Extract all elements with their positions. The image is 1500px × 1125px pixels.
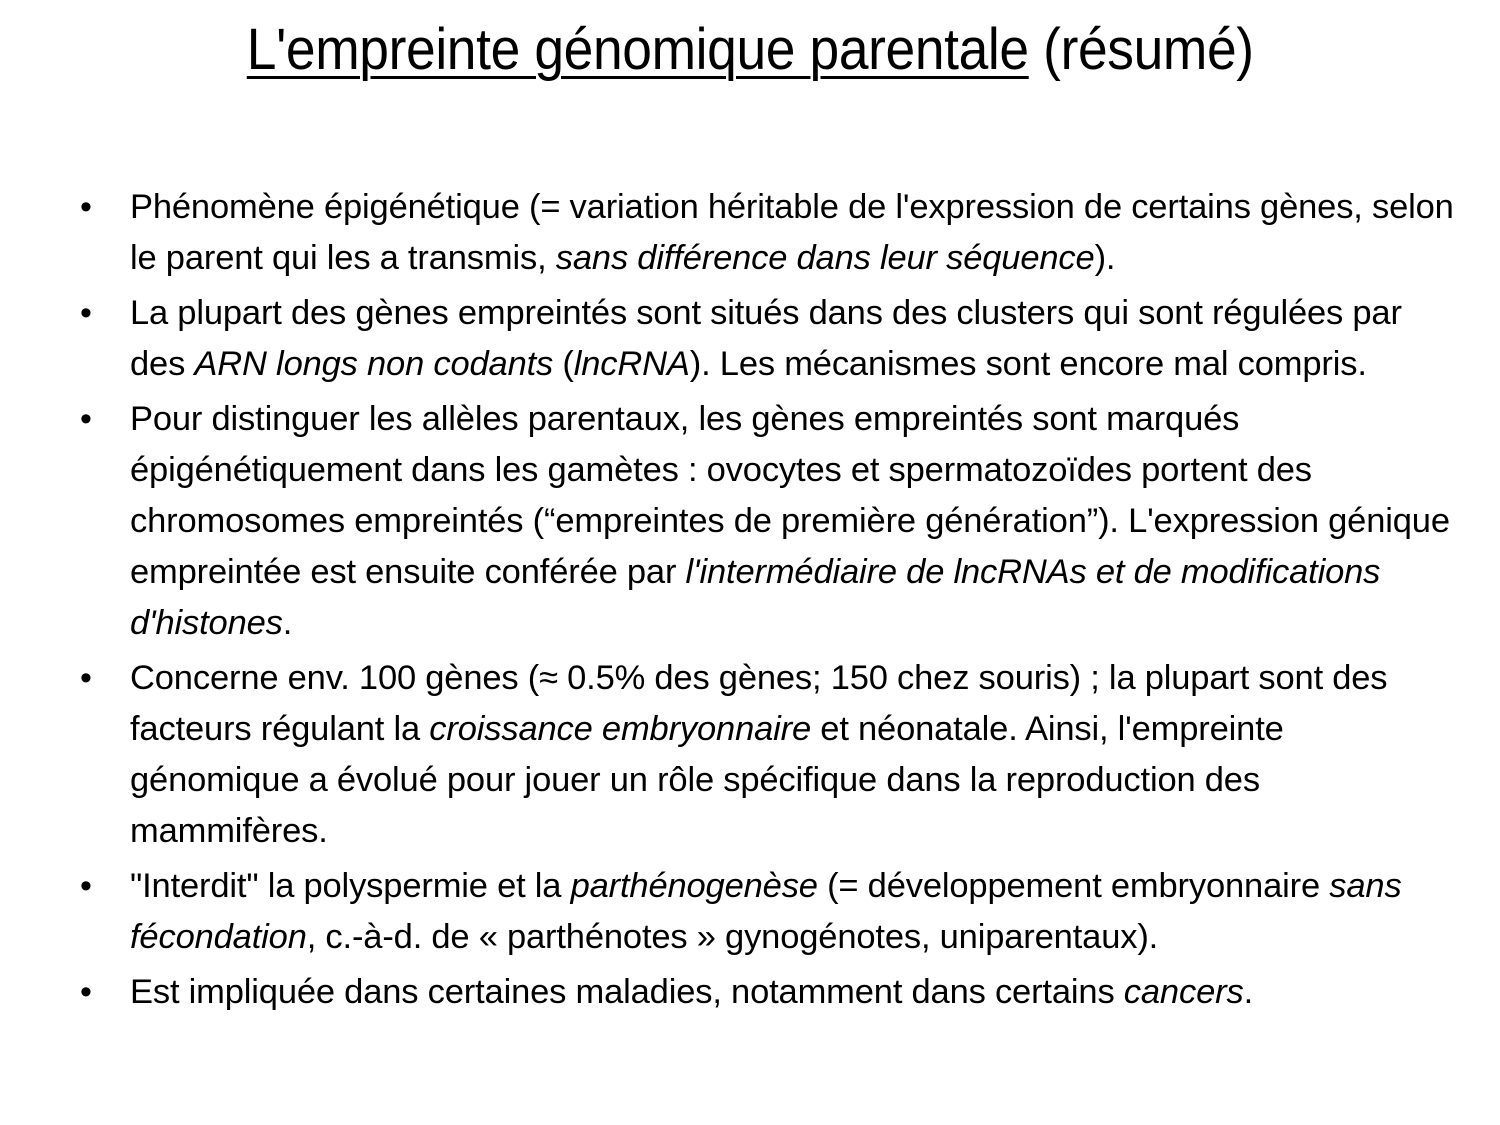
list-item-text <box>130 394 1462 649</box>
bullet-icon: • <box>80 867 92 905</box>
bullet-icon: • <box>80 188 92 226</box>
plain-text: ( <box>553 345 574 383</box>
plain-text: Est impliquée dans certaines maladies, notamment dans certains <box>130 973 1124 1011</box>
emphasis-text: parthénogenèse <box>570 867 818 905</box>
list-item-text <box>130 182 1462 284</box>
bullet-icon: • <box>80 973 92 1011</box>
slide-title <box>0 18 1500 83</box>
plain-text: La plupart des gènes empreintés sont situés dans des clusters qui sont régulées par des <box>130 294 1402 383</box>
list-item <box>72 394 1462 649</box>
plain-text: Phénomène épigénétique (= variation héritable de l'expression de certains gènes, selon le parent qui les a transmis, <box>130 188 1454 277</box>
list-item-text <box>130 967 1462 1018</box>
emphasis-text: lncRNA <box>573 345 690 383</box>
plain-text: Concerne env. 100 gènes (≈ 0.5% des gènes; 150 chez souris) ; la plupart sont des facteurs régulant la <box>130 659 1388 748</box>
plain-text: . <box>1243 973 1253 1011</box>
list-item <box>72 967 1462 1018</box>
bullet-icon: • <box>80 400 92 438</box>
bullet-icon: • <box>80 659 92 697</box>
plain-text: "Interdit" la polyspermie et la <box>130 867 571 905</box>
page-title-underlined: L'empreinte génomique parentale <box>246 17 1029 82</box>
list-item-text <box>130 653 1462 857</box>
plain-text: . <box>282 604 293 642</box>
list-item <box>72 861 1462 963</box>
plain-text: , c.-à-d. de « parthénotes » gynogénotes, uniparentaux). <box>306 918 1159 956</box>
emphasis-text: l'intermédiaire de lncRNAs et de modifications d'histones <box>130 553 1381 642</box>
list-item <box>72 653 1462 857</box>
list-item <box>72 288 1462 390</box>
list-item-text <box>130 288 1462 390</box>
emphasis-text: croissance embryonnaire <box>429 710 812 748</box>
plain-text: (= développement embryonnaire <box>817 867 1330 905</box>
plain-text: ). Les mécanismes sont encore mal compris. <box>689 345 1367 383</box>
emphasis-text: cancers <box>1123 973 1244 1011</box>
plain-text: Pour distinguer les allèles parentaux, les gènes empreintés sont marqués épigénétiquement dans les gamètes : ovocytes et spermatozoïdes portent des chromosomes empreintés (“empreintes de première génération”). L'expression génique empreintée est ensuite conférée par <box>130 400 1450 591</box>
list-item <box>72 182 1462 284</box>
bullet-icon: • <box>80 294 92 332</box>
emphasis-text: sans fécondation <box>130 867 1402 956</box>
page-title <box>247 18 1254 83</box>
emphasis-text: ARN longs non codants <box>194 345 554 383</box>
plain-text: ). <box>1094 239 1116 277</box>
emphasis-text: sans différence dans leur séquence <box>555 239 1095 277</box>
page-title-suffix: (résumé) <box>1028 17 1254 82</box>
bullet-list <box>72 182 1462 1022</box>
list-item-text <box>130 861 1462 963</box>
plain-text: et néonatale. Ainsi, l'empreinte génomique a évolué pour jouer un rôle spécifique dans la reproduction des mammifères. <box>130 710 1284 850</box>
